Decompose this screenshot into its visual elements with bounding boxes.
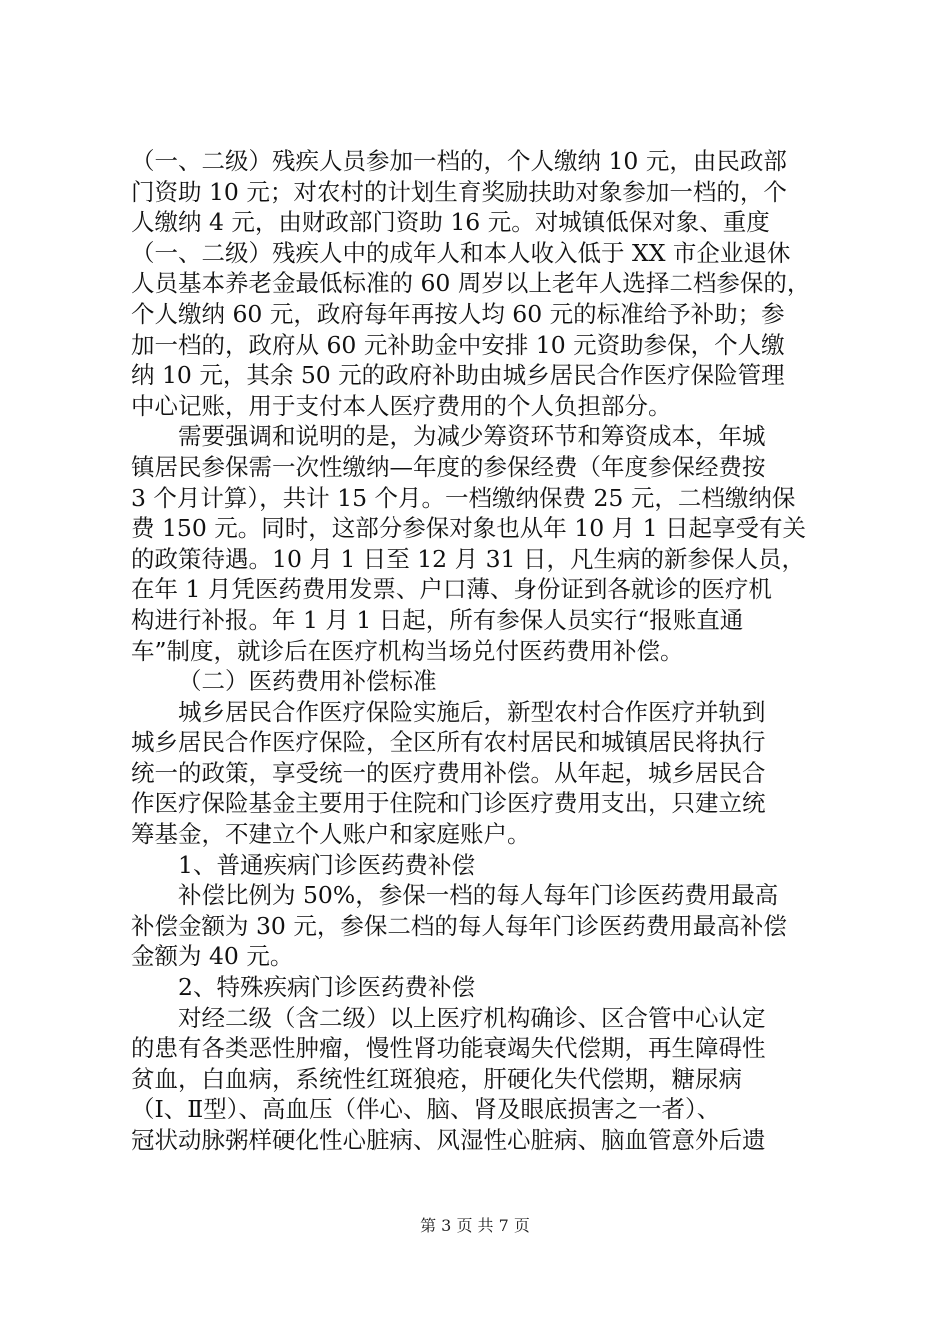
text-line: 人缴纳 4 元，由财政部门资助 16 元。对城镇低保对象、重度 <box>131 208 770 237</box>
text-line: 中心记账，用于支付本人医疗费用的个人负担部分。 <box>131 391 672 420</box>
text-line: 城乡居民合作医疗保险，全区所有农村居民和城镇居民将执行 <box>131 728 766 757</box>
text-line: 筹基金，不建立个人账户和家庭账户。 <box>131 820 531 849</box>
text-line: 门资助 10 元；对农村的计划生育奖励扶助对象参加一档的，个 <box>131 177 787 206</box>
text-line: （二）医药费用补偿标准 <box>178 667 437 696</box>
text-line: （Ⅰ、Ⅱ型）、高血压（伴心、脑、肾及眼底损害之一者）、 <box>131 1095 721 1124</box>
document-body <box>131 146 831 1156</box>
text-line: 构进行补报。年 1 月 1 日起，所有参保人员实行“报账直通 <box>131 605 744 634</box>
text-line: 补偿金额为 30 元，参保二档的每人每年门诊医药费用最高补偿 <box>131 911 787 940</box>
paragraph <box>131 421 831 666</box>
paragraph <box>131 880 831 972</box>
text-line: 作医疗保险基金主要用于住院和门诊医疗费用支出，只建立统 <box>131 789 766 818</box>
text-line: 城乡居民合作医疗保险实施后，新型农村合作医疗并轨到 <box>178 697 766 726</box>
section-heading <box>131 972 831 1003</box>
text-line: 贫血，白血病，系统性红斑狼疮，肝硬化失代偿期，糖尿病 <box>131 1064 742 1093</box>
text-line: （一、二级）残疾人员参加一档的，个人缴纳 10 元，由民政部 <box>131 147 787 175</box>
text-line: （一、二级）残疾人中的成年人和本人收入低于 XX 市企业退休 <box>131 238 791 267</box>
text-line: 的政策待遇。10 月 1 日至 12 月 31 日，凡生病的新参保人员， <box>131 544 805 573</box>
text-line: 个人缴纳 60 元，政府每年再按人均 60 元的标准给予补助；参 <box>131 299 785 328</box>
paragraph <box>131 697 831 850</box>
text-line: 人员基本养老金最低标准的 60 周岁以上老年人选择二档参保的， <box>131 269 811 298</box>
text-line: 统一的政策，享受统一的医疗费用补偿。从年起，城乡居民合 <box>131 758 766 787</box>
text-line: 对经二级（含二级）以上医疗机构确诊、区合管中心认定 <box>178 1003 766 1032</box>
text-line: 在年 1 月凭医药费用发票、户口薄、身份证到各就诊的医疗机 <box>131 575 772 604</box>
text-line: 金额为 40 元。 <box>131 942 294 971</box>
text-line: 1、普通疾病门诊医药费补偿 <box>178 850 475 879</box>
text-line: 需要强调和说明的是，为减少筹资环节和筹资成本，年城 <box>178 422 766 451</box>
text-line: 冠状动脉粥样硬化性心脏病、风湿性心脏病、脑血管意外后遗 <box>131 1126 766 1154</box>
paragraph <box>131 1003 831 1156</box>
text-line: 费 150 元。同时，这部分参保对象也从年 10 月 1 日起享受有关 <box>131 514 807 543</box>
text-line: 3 个月计算），共计 15 个月。一档缴纳保费 25 元，二档缴纳保 <box>131 483 796 512</box>
text-line: 纳 10 元，其余 50 元的政府补助由城乡居民合作医疗保险管理 <box>131 361 785 390</box>
text-line: 镇居民参保需一次性缴纳—年度的参保经费（年度参保经费按 <box>131 452 766 481</box>
section-heading <box>131 850 831 881</box>
text-line: 2、特殊疾病门诊医药费补偿 <box>178 973 475 1002</box>
text-line: 加一档的，政府从 60 元补助金中安排 10 元资助参保，个人缴 <box>131 330 785 359</box>
page-number-footer: 第 3 页 共 7 页 <box>420 1216 530 1235</box>
section-heading <box>131 666 831 697</box>
text-line: 的患有各类恶性肿瘤，慢性肾功能衰竭失代偿期，再生障碍性 <box>131 1034 766 1063</box>
text-line: 补偿比例为 50%，参保一档的每人每年门诊医药费用最高 <box>178 881 779 910</box>
text-line: 车”制度，就诊后在医疗机构当场兑付医药费用补偿。 <box>131 636 684 665</box>
paragraph <box>131 146 831 421</box>
